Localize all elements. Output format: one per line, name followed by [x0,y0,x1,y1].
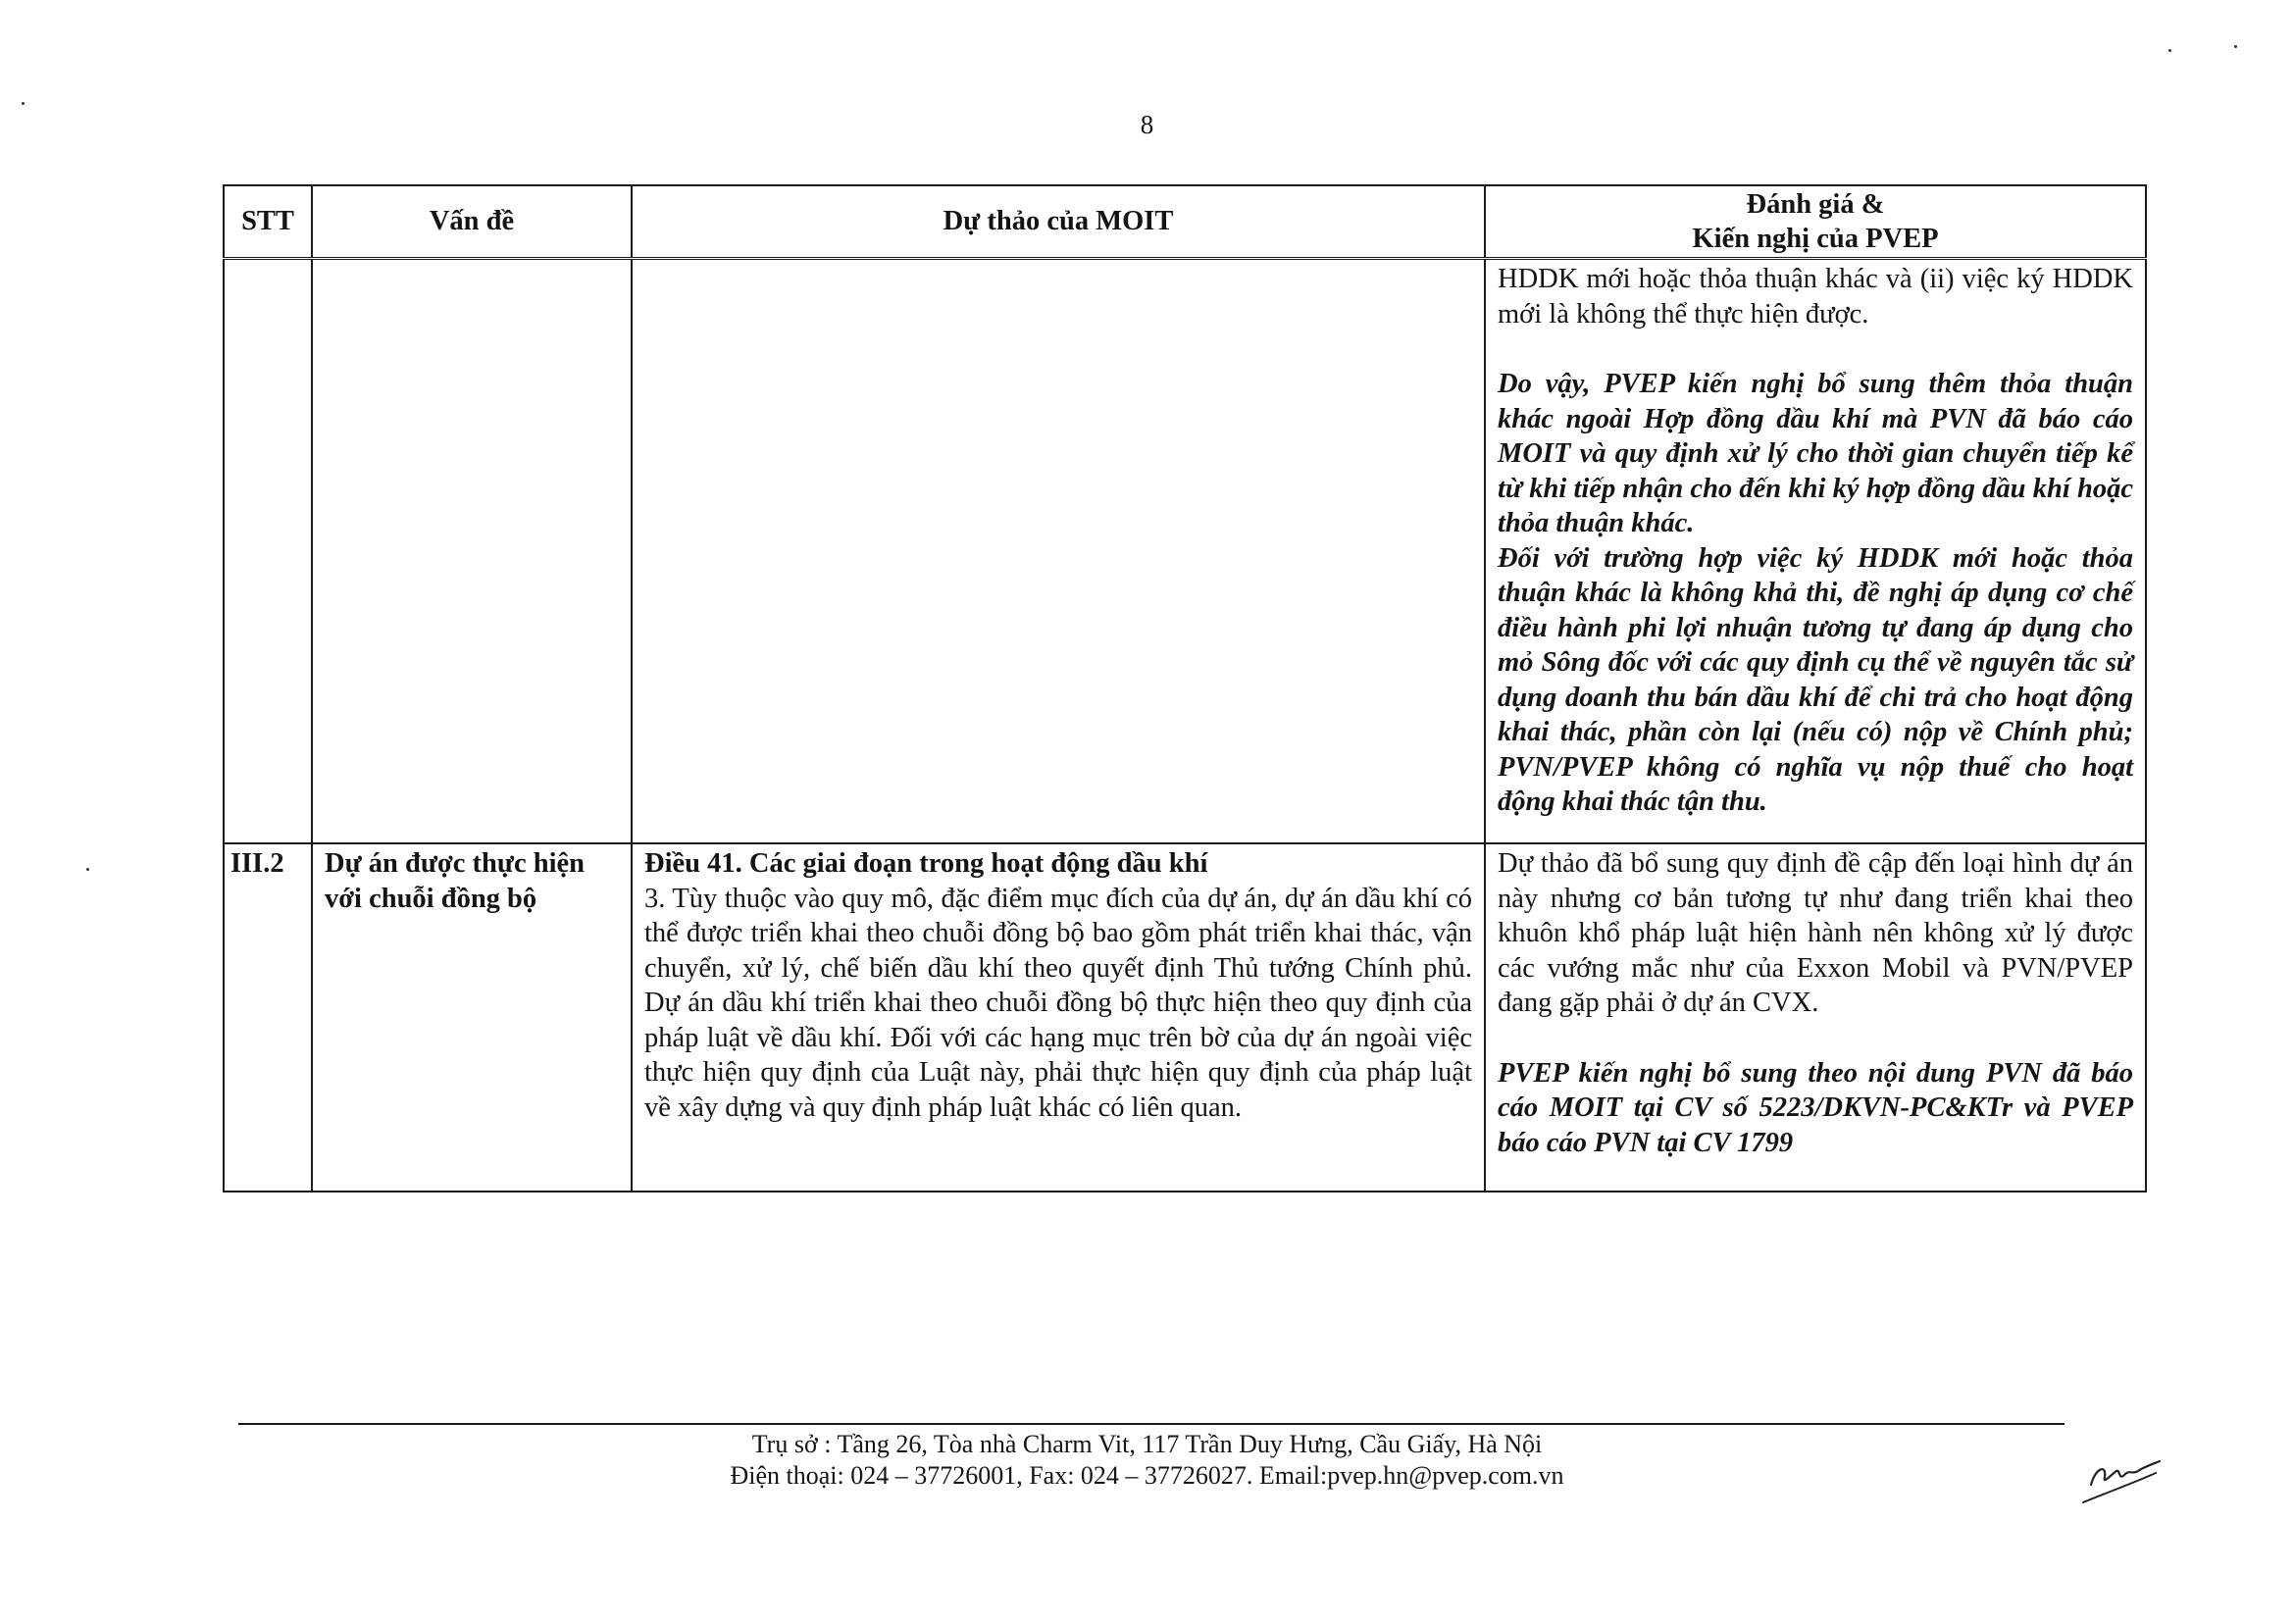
scan-speck [22,102,25,105]
row1-issue [312,259,632,844]
row1-evaluation-para1: HDDK mới hoặc thỏa thuận khác và (ii) việc ký HDDK mới là không thể thực hiện được. [1498,264,2133,330]
comparison-table [223,184,2147,1193]
header-stt: STT [224,185,312,259]
header-evaluation [1485,185,2146,259]
footer-contact: Điện thoại: 024 – 37726001, Fax: 024 – 37726027. Email:pvep.hn@pvep.com.vn [730,1461,1564,1490]
row2-evaluation-para1: Dự thảo đã bổ sung quy định đề cập đến loại hình dự án này nhưng cơ bản tương tự như đang triển khai theo khuôn khổ pháp luật hiện hành nên không xử lý được các vướng mắc như của Exxon Mobil và PVN/PVEP đang gặp phải ở dự án CVX. [1498,848,2133,1018]
footer-address: Trụ sở : Tầng 26, Tòa nhà Charm Vit, 117 Trần Duy Hưng, Cầu Giấy, Hà Nội [751,1430,1543,1458]
row2-issue: Dự án được thực hiện với chuỗi đồng bộ [312,843,632,1192]
row1-evaluation-para2: Do vậy, PVEP kiến nghị bổ sung thêm thỏa thuận khác ngoài Hợp đồng dầu khí mà PVN đã báo cáo MOIT và quy định xử lý cho thời gian chuyển tiếp kể từ khi tiếp nhận cho đến khi ký hợp đồng dầu khí hoặc thỏa thuận khác. [1498,369,2133,538]
row2-draft [632,843,1485,1192]
row2-evaluation-para2: PVEP kiến nghị bổ sung theo nội dung PVN đã báo cáo MOIT tại CV số 5223/DKVN-PC&KTr và PVEP báo cáo PVN tại CV 1799 [1498,1057,2133,1158]
row1-draft [632,259,1485,844]
header-evaluation-line2: Kiến nghị của PVEP [1692,224,1939,254]
header-evaluation-line1: Đánh giá & [1746,188,1885,220]
row2-stt: III.2 [224,843,312,1192]
table-row [224,843,2146,1192]
scan-speck [86,868,89,871]
scan-speck [2234,45,2237,48]
row2-draft-body: 3. Tùy thuộc vào quy mô, đặc điểm mục đích của dự án, dự án dầu khí có thể được triển khai theo chuỗi đồng bộ bao gồm phát triển khai thác, vận chuyển, xử lý, chế biến dầu khí theo quyết định Thủ tướng Chính phủ. Dự án dầu khí triển khai theo chuỗi đồng bộ thực hiện theo quy định của pháp luật về dầu khí. Đối với các hạng mục trên bờ của dự án ngoài việc thực hiện quy định của Luật này, phải thực hiện quy định của pháp luật về xây dựng và quy định pháp luật khác có liên quan. [644,883,1472,1123]
row2-evaluation [1485,843,2146,1192]
row2-draft-heading: Điều 41. Các giai đoạn trong hoạt động dầu khí [644,848,1208,879]
row1-evaluation [1485,259,2146,844]
header-issue: Vấn đề [312,185,632,259]
table-header-row [224,185,2146,259]
header-draft: Dự thảo của MOIT [632,185,1485,259]
row1-stt [224,259,312,844]
page-number: 8 [1140,110,1154,139]
table-row [224,259,2146,844]
row1-evaluation-para3: Đối với trường hợp việc ký HDDK mới hoặc thỏa thuận khác là không khả thi, đề nghị áp dụng cơ chế điều hành phi lợi nhuận tương tự đang áp dụng cho mỏ Sông đốc với các quy định cụ thể về nguyên tắc sử dụng doanh thu bán dầu khí để chi trả cho hoạt động khai thác, phần còn lại (nếu có) nộp về Chính phủ; PVN/PVEP không có nghĩa vụ nộp thuế cho hoạt động khai thác tận thu. [1498,542,2133,817]
scan-speck [2168,49,2171,52]
footer-divider [238,1423,2065,1425]
signature-initials [2077,1446,2175,1508]
